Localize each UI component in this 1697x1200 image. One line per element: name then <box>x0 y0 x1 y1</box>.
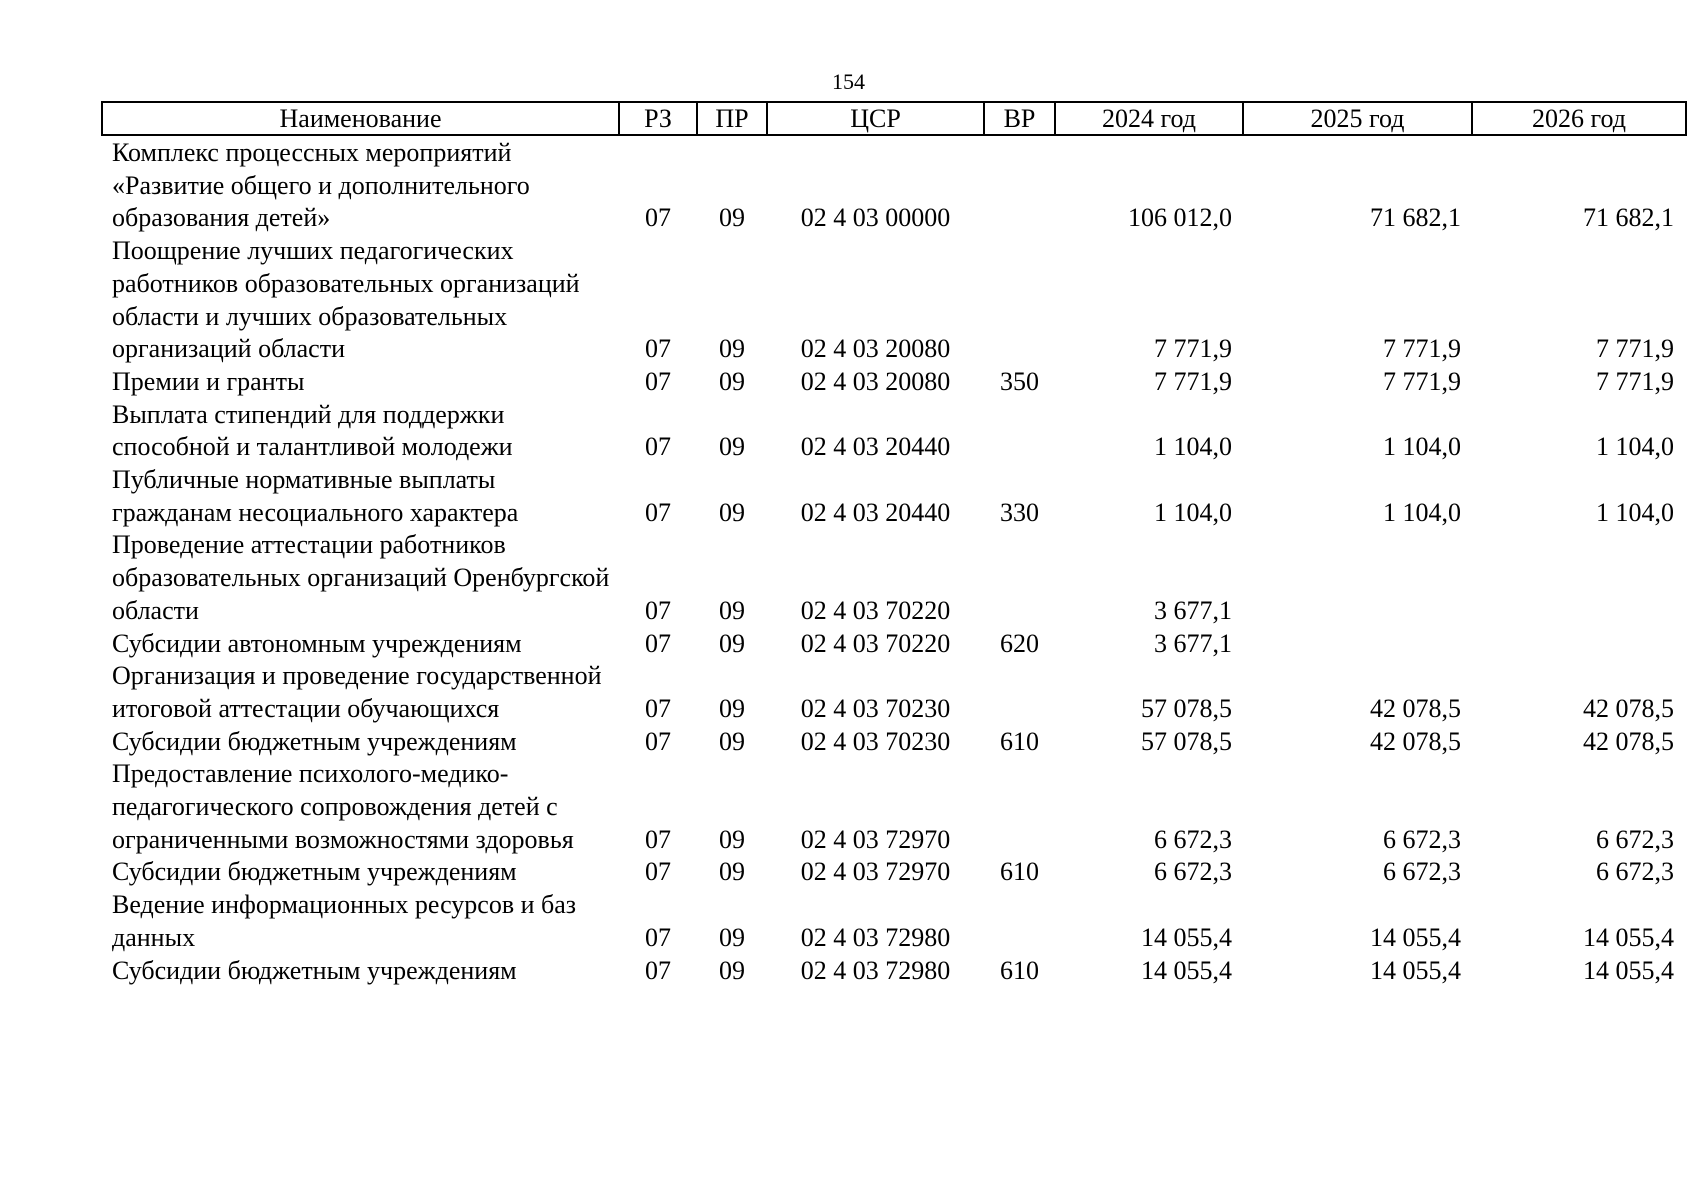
header-rz: РЗ <box>619 102 697 135</box>
header-pr: ПР <box>697 102 767 135</box>
row-vr: 330 <box>1000 497 1039 527</box>
row-pr: 09 <box>719 203 745 233</box>
row-rz: 07 <box>645 595 671 625</box>
row-2025: 14 055,4 <box>1370 922 1461 952</box>
row-2026 <box>1472 628 1686 661</box>
row-2024: 1 104,0 <box>1154 432 1232 462</box>
row-vr: 350 <box>1000 366 1039 396</box>
row-vr <box>984 660 1055 725</box>
row-csr: 02 4 03 70220 <box>800 628 951 658</box>
row-2025: 71 682,1 <box>1370 203 1461 233</box>
row-pr: 09 <box>719 857 745 887</box>
row-rz: 07 <box>645 203 671 233</box>
row-2024: 3 677,1 <box>1154 628 1232 658</box>
header-2025: 2025 год <box>1243 102 1472 135</box>
row-pr: 09 <box>719 726 745 756</box>
row-2026 <box>1472 529 1686 627</box>
row-2025: 42 078,5 <box>1370 693 1461 723</box>
row-csr: 02 4 03 20440 <box>800 497 951 527</box>
row-rz: 07 <box>645 497 671 527</box>
row-vr <box>984 529 1055 627</box>
row-pr: 09 <box>719 595 745 625</box>
row-2026: 7 771,9 <box>1596 334 1674 364</box>
row-csr: 02 4 03 72980 <box>800 922 951 952</box>
row-vr: 610 <box>1000 726 1039 756</box>
table-row <box>102 235 1686 366</box>
row-pr: 09 <box>719 693 745 723</box>
row-2026: 1 104,0 <box>1596 432 1674 462</box>
row-rz: 07 <box>645 432 671 462</box>
row-vr: 610 <box>1000 857 1039 887</box>
table-row <box>102 135 1686 235</box>
table-row <box>102 955 1686 988</box>
row-2026: 7 771,9 <box>1596 366 1674 396</box>
row-rz: 07 <box>645 824 671 854</box>
row-name: Предоставление психолого-медико-педагогического сопровождения детей с ограниченными возможностями здоровья <box>112 759 574 854</box>
row-pr: 09 <box>719 334 745 364</box>
table-row <box>102 628 1686 661</box>
table-row <box>102 856 1686 889</box>
row-vr: 620 <box>1000 628 1039 658</box>
row-vr <box>984 135 1055 235</box>
table-row <box>102 366 1686 399</box>
row-name: Субсидии бюджетным учреждениям <box>112 857 517 887</box>
table-row <box>102 660 1686 725</box>
row-2024: 14 055,4 <box>1141 922 1232 952</box>
row-2026: 1 104,0 <box>1596 497 1674 527</box>
budget-table <box>101 101 1687 987</box>
table-row <box>102 726 1686 759</box>
row-2024: 3 677,1 <box>1154 595 1232 625</box>
row-2026: 71 682,1 <box>1583 203 1674 233</box>
table-header-row <box>102 102 1686 135</box>
row-name: Ведение информационных ресурсов и баз данных <box>112 890 577 952</box>
row-csr: 02 4 03 20440 <box>800 432 951 462</box>
row-2025: 7 771,9 <box>1383 334 1461 364</box>
row-name: Публичные нормативные выплаты гражданам несоциального характера <box>112 465 519 527</box>
row-2024: 57 078,5 <box>1141 726 1232 756</box>
row-csr: 02 4 03 20080 <box>800 366 951 396</box>
row-2026: 42 078,5 <box>1583 726 1674 756</box>
row-2024: 6 672,3 <box>1154 857 1232 887</box>
row-2026: 6 672,3 <box>1596 824 1674 854</box>
table-row <box>102 889 1686 954</box>
row-2026: 14 055,4 <box>1583 922 1674 952</box>
row-rz: 07 <box>645 366 671 396</box>
row-rz: 07 <box>645 628 671 658</box>
row-vr <box>984 889 1055 954</box>
row-rz: 07 <box>645 922 671 952</box>
row-2024: 6 672,3 <box>1154 824 1232 854</box>
row-name: Премии и гранты <box>112 366 305 396</box>
row-name: Поощрение лучших педагогических работников образовательных организаций области и лучших образовательных организаций области <box>112 236 580 364</box>
header-vr: ВР <box>984 102 1055 135</box>
row-pr: 09 <box>719 497 745 527</box>
row-2025: 42 078,5 <box>1370 726 1461 756</box>
row-2024: 14 055,4 <box>1141 955 1232 985</box>
row-csr: 02 4 03 00000 <box>800 203 951 233</box>
row-pr: 09 <box>719 432 745 462</box>
row-2024: 7 771,9 <box>1154 334 1232 364</box>
row-name: Субсидии бюджетным учреждениям <box>112 955 517 985</box>
row-2025: 1 104,0 <box>1383 497 1461 527</box>
row-csr: 02 4 03 72970 <box>800 824 951 854</box>
page-number: 154 <box>832 69 865 94</box>
row-2026: 42 078,5 <box>1583 693 1674 723</box>
table-row <box>102 529 1686 627</box>
row-pr: 09 <box>719 922 745 952</box>
row-vr <box>984 758 1055 856</box>
row-csr: 02 4 03 70230 <box>800 726 951 756</box>
row-vr <box>984 399 1055 464</box>
row-vr <box>984 235 1055 366</box>
row-name: Субсидии бюджетным учреждениям <box>112 726 517 756</box>
row-csr: 02 4 03 20080 <box>800 334 951 364</box>
table-row <box>102 399 1686 464</box>
row-pr: 09 <box>719 366 745 396</box>
row-2025 <box>1243 628 1472 661</box>
row-2025: 7 771,9 <box>1383 366 1461 396</box>
row-name: Выплата стипендий для поддержки способной и талантливой молодежи <box>112 399 513 462</box>
row-2026: 6 672,3 <box>1596 857 1674 887</box>
row-csr: 02 4 03 70220 <box>800 595 951 625</box>
row-2025 <box>1243 529 1472 627</box>
row-2024: 1 104,0 <box>1154 497 1232 527</box>
row-rz: 07 <box>645 334 671 364</box>
row-pr: 09 <box>719 955 745 985</box>
table-row <box>102 464 1686 529</box>
header-csr: ЦСР <box>767 102 984 135</box>
row-vr: 610 <box>1000 955 1039 985</box>
row-rz: 07 <box>645 726 671 756</box>
row-rz: 07 <box>645 857 671 887</box>
header-name: Наименование <box>102 102 619 135</box>
header-2024: 2024 год <box>1055 102 1243 135</box>
row-name: Субсидии автономным учреждениям <box>112 628 522 658</box>
row-name: Проведение аттестации работников образовательных организаций Оренбургской области <box>112 530 610 625</box>
row-2024: 57 078,5 <box>1141 693 1232 723</box>
row-pr: 09 <box>719 628 745 658</box>
row-2025: 14 055,4 <box>1370 955 1461 985</box>
row-2024: 7 771,9 <box>1154 366 1232 396</box>
row-2026: 14 055,4 <box>1583 955 1674 985</box>
row-rz: 07 <box>645 693 671 723</box>
row-csr: 02 4 03 72970 <box>800 857 951 887</box>
row-csr: 02 4 03 70230 <box>800 693 951 723</box>
row-2025: 1 104,0 <box>1383 432 1461 462</box>
row-csr: 02 4 03 72980 <box>800 955 951 985</box>
row-2025: 6 672,3 <box>1383 857 1461 887</box>
row-2025: 6 672,3 <box>1383 824 1461 854</box>
header-2026: 2026 год <box>1472 102 1686 135</box>
row-name: Организация и проведение государственной итоговой аттестации обучающихся <box>112 661 602 723</box>
row-name: Комплекс процессных мероприятий «Развитие общего и дополнительного образования детей» <box>112 138 530 233</box>
row-pr: 09 <box>719 824 745 854</box>
table-row <box>102 758 1686 856</box>
row-2024: 106 012,0 <box>1128 203 1232 233</box>
row-rz: 07 <box>645 955 671 985</box>
